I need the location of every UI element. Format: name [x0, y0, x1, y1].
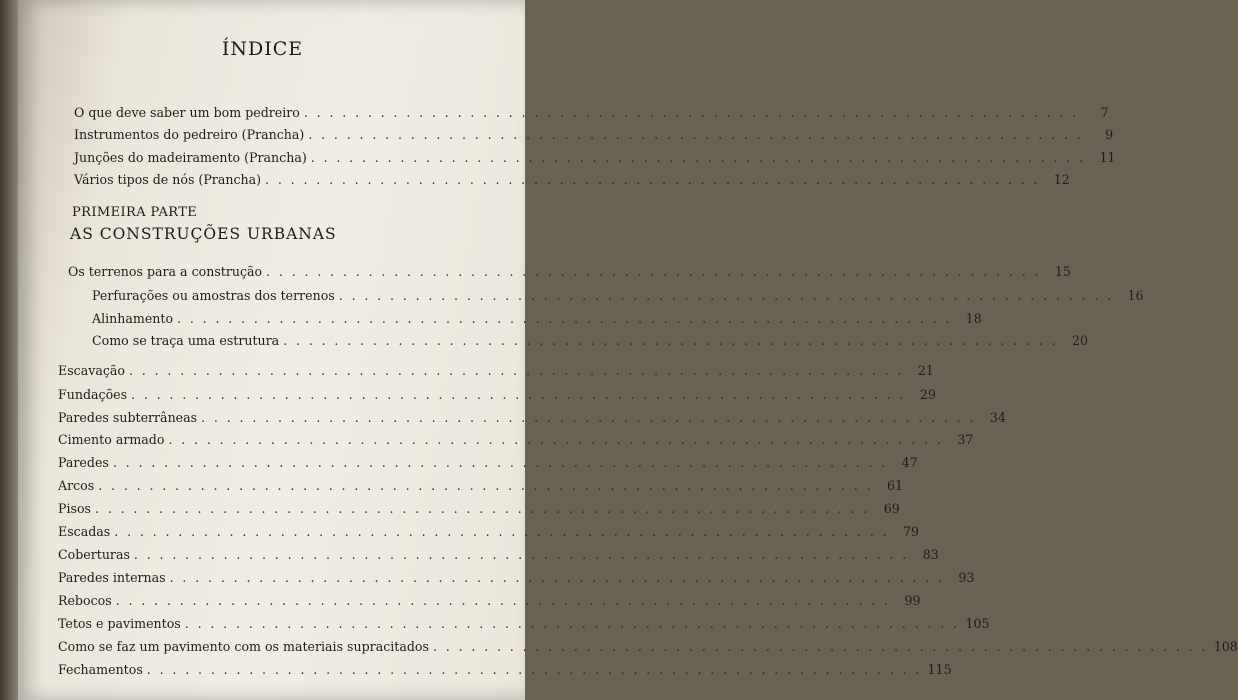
dot-leader: . . . . . . . . . . . . . . . . . . . . . . . . . . . . . . . . . . . . . . . . . . . . . . . . . . . . . . . . . . . . .: [177, 311, 952, 326]
toc-page-number: 93: [958, 570, 975, 585]
toc-page-number: 115: [927, 662, 952, 677]
dot-leader: . . . . . . . . . . . . . . . . . . . . . . . . . . . . . . . . . . . . . . . . . . . . . . . . . . . . . . . . . . . . .: [169, 570, 945, 585]
toc-entry-label: Paredes internas: [58, 570, 166, 585]
toc-page-number: 37: [957, 432, 974, 447]
toc-entry-label: Arcos: [58, 478, 95, 493]
toc-page-number: 12: [1053, 172, 1070, 187]
toc-page-number: 15: [1054, 264, 1071, 279]
dot-leader: . . . . . . . . . . . . . . . . . . . . . . . . . . . . . . . . . . . . . . . . . . . . . . . . . . . . . . . . . . . . .: [112, 455, 888, 470]
toc-entry: [92, 288, 1144, 303]
dot-leader: . . . . . . . . . . . . . . . . . . . . . . . . . . . . . . . . . . . . . . . . . . . . . . . . . . . . . . . . . . . . .: [168, 432, 944, 447]
dot-leader: . . . . . . . . . . . . . . . . . . . . . . . . . . . . . . . . . . . . . . . . . . . . . . . . . . . . . . . . . . . . .: [283, 333, 1058, 348]
toc-entry: [58, 363, 934, 378]
toc-page-number: 69: [883, 501, 900, 516]
toc-entry: [58, 570, 975, 585]
toc-entry: [74, 172, 1070, 187]
toc-entry: [74, 127, 1114, 142]
toc-entry-label: Pisos: [58, 501, 92, 516]
toc-entry-label: Cimento armado: [58, 432, 165, 447]
toc-entry: [58, 455, 918, 470]
toc-entry-label: Escavação: [58, 363, 125, 378]
toc-page-number: 29: [919, 387, 936, 402]
toc-entry-label: Paredes subterrâneas: [58, 410, 198, 425]
toc-page-number: 9: [1105, 127, 1114, 142]
toc-page-number: 18: [965, 311, 982, 326]
index-title: ÍNDICE: [221, 38, 304, 60]
dot-leader: . . . . . . . . . . . . . . . . . . . . . . . . . . . . . . . . . . . . . . . . . . . . . . . . . . . . . . . . . . . . .: [266, 264, 1041, 279]
dot-leader: . . . . . . . . . . . . . . . . . . . . . . . . . . . . . . . . . . . . . . . . . . . . . . . . . . . . . . . . . . . . .: [432, 639, 1208, 654]
toc-page-number: 83: [922, 547, 939, 562]
toc-entry-label: Tetos e pavimentos: [58, 616, 181, 631]
toc-entry-label: Vários tipos de nós (Prancha): [74, 172, 262, 187]
toc-entry: [58, 410, 1006, 425]
toc-entry: [58, 524, 920, 539]
toc-page-number: 105: [965, 616, 990, 631]
dot-leader: . . . . . . . . . . . . . . . . . . . . . . . . . . . . . . . . . . . . . . . . . . . . . . . . . . . . . . . . . . . . .: [308, 127, 1084, 142]
toc-entry-label: Instrumentos do pedreiro (Prancha): [74, 127, 305, 142]
toc-entry-label: Paredes: [58, 455, 109, 470]
toc-entry-label: Junções do madeiramento (Prancha): [74, 150, 307, 165]
part-title: AS CONSTRUÇÕES URBANAS: [70, 225, 337, 243]
toc-page-number: 99: [904, 593, 921, 608]
toc-entry-label: O que deve saber um bom pedreiro: [74, 105, 300, 120]
dot-leader: . . . . . . . . . . . . . . . . . . . . . . . . . . . . . . . . . . . . . . . . . . . . . . . . . . . . . . . . . . . . .: [310, 150, 1086, 165]
toc-page-number: 61: [886, 478, 904, 493]
toc-entry-label: Alinhamento: [92, 311, 174, 326]
toc-entry-label: Coberturas: [58, 547, 130, 562]
dot-leader: . . . . . . . . . . . . . . . . . . . . . . . . . . . . . . . . . . . . . . . . . . . . . . . . . . . . . . . . . . . . .: [184, 616, 960, 631]
toc-page-number: 108: [1213, 639, 1238, 654]
toc-entry-label: Rebocos: [58, 593, 112, 608]
toc-entry-label: Os terrenos para a construção: [68, 264, 263, 279]
dot-leader: . . . . . . . . . . . . . . . . . . . . . . . . . . . . . . . . . . . . . . . . . . . . . . . . . . . . . . . . . . . . .: [146, 662, 922, 677]
dot-leader: . . . . . . . . . . . . . . . . . . . . . . . . . . . . . . . . . . . . . . . . . . . . . . . . . . . . . . . . . . . . .: [131, 387, 906, 402]
toc-entry: [74, 150, 1116, 165]
toc-page-number: 21: [917, 363, 934, 378]
toc-entry: [68, 264, 1071, 279]
toc-page-number: 7: [1100, 105, 1109, 120]
toc-page-number: 11: [1099, 150, 1116, 165]
part-label: PRIMEIRA PARTE: [72, 205, 198, 220]
toc-entry-label: Fundações: [58, 387, 128, 402]
toc-entry: [58, 593, 921, 608]
toc-entry-label: Como se traça uma estrutura: [92, 333, 280, 348]
toc-entry: [92, 311, 982, 326]
dot-leader: . . . . . . . . . . . . . . . . . . . . . . . . . . . . . . . . . . . . . . . . . . . . . . . . . . . . . . . . . . . . .: [338, 288, 1114, 303]
dot-leader: . . . . . . . . . . . . . . . . . . . . . . . . . . . . . . . . . . . . . . . . . . . . . . . . . . . . . . . . . . . . .: [128, 363, 904, 378]
toc-entry: [58, 478, 904, 493]
toc-page-number: 79: [903, 524, 920, 539]
toc-entry: [58, 639, 1238, 654]
toc-entry: [58, 387, 936, 402]
toc-page-number: 34: [989, 410, 1006, 425]
toc-entry: [92, 333, 1088, 348]
dot-leader: . . . . . . . . . . . . . . . . . . . . . . . . . . . . . . . . . . . . . . . . . . . . . . . . . . . . . . . . . . . . .: [98, 478, 874, 493]
dot-leader: . . . . . . . . . . . . . . . . . . . . . . . . . . . . . . . . . . . . . . . . . . . . . . . . . . . . . . . . . . . . .: [95, 501, 870, 516]
toc-entry: [58, 616, 990, 631]
toc-entry-label: Escadas: [58, 524, 111, 539]
toc-page-number: 20: [1071, 333, 1088, 348]
book-gutter: [0, 0, 18, 700]
toc-entry: [74, 105, 1109, 120]
dot-leader: . . . . . . . . . . . . . . . . . . . . . . . . . . . . . . . . . . . . . . . . . . . . . . . . . . . . . . . . . . . . .: [114, 524, 890, 539]
dot-leader: . . . . . . . . . . . . . . . . . . . . . . . . . . . . . . . . . . . . . . . . . . . . . . . . . . . . . . . . . . . . .: [133, 547, 909, 562]
toc-entry-label: Como se faz um pavimento com os materiais supracitados: [58, 639, 429, 654]
toc-page-number: 16: [1127, 288, 1144, 303]
toc-entry: [58, 547, 939, 562]
toc-entry-label: Perfurações ou amostras dos terrenos: [92, 288, 335, 303]
toc-entry-label: Fechamentos: [58, 662, 143, 677]
toc-entry: [58, 432, 974, 447]
toc-page-number: 47: [901, 455, 918, 470]
toc-entry: [58, 662, 952, 677]
dot-leader: . . . . . . . . . . . . . . . . . . . . . . . . . . . . . . . . . . . . . . . . . . . . . . . . . . . . . . . . . . . . .: [115, 593, 891, 608]
dot-leader: . . . . . . . . . . . . . . . . . . . . . . . . . . . . . . . . . . . . . . . . . . . . . . . . . . . . . . . . . . . . .: [201, 410, 976, 425]
dot-leader: . . . . . . . . . . . . . . . . . . . . . . . . . . . . . . . . . . . . . . . . . . . . . . . . . . . . . . . . . . . . .: [265, 172, 1040, 187]
dot-leader: . . . . . . . . . . . . . . . . . . . . . . . . . . . . . . . . . . . . . . . . . . . . . . . . . . . . . . . . . . . . .: [303, 105, 1079, 120]
toc-entry: [58, 501, 900, 516]
